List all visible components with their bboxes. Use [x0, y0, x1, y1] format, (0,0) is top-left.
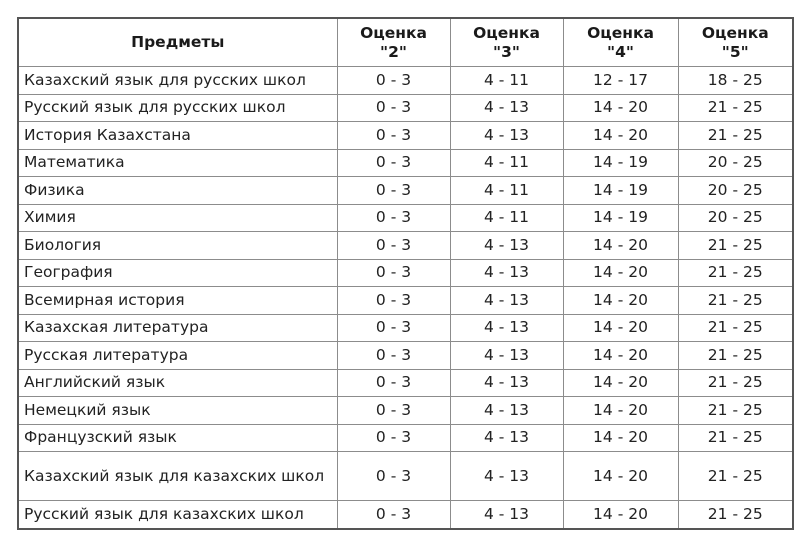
table-row: [18, 204, 793, 232]
grade-2-cell: 0 - 3: [337, 369, 450, 397]
grade-5-cell: 21 - 25: [678, 122, 793, 150]
subject-cell: Русская литература: [18, 342, 337, 370]
table-row: [18, 501, 793, 529]
grade-2-cell: 0 - 3: [337, 342, 450, 370]
grade-3-cell: 4 - 13: [450, 501, 563, 529]
table-row: [18, 452, 793, 501]
grade-5-cell: 20 - 25: [678, 204, 793, 232]
subject-cell: Всемирная история: [18, 287, 337, 315]
table-row: [18, 397, 793, 425]
grade-4-cell: 14 - 20: [563, 94, 678, 122]
grade-2-cell: 0 - 3: [337, 177, 450, 205]
header-grade-5: [678, 18, 793, 67]
grade-3-cell: 4 - 13: [450, 424, 563, 452]
grade-3-cell: 4 - 11: [450, 67, 563, 95]
grade-5-cell: 21 - 25: [678, 287, 793, 315]
header-row: [18, 18, 793, 67]
grade-3-cell: 4 - 13: [450, 397, 563, 425]
header-grade-value: "2": [380, 42, 407, 61]
grade-4-cell: 14 - 20: [563, 369, 678, 397]
table-row: [18, 342, 793, 370]
grade-2-cell: 0 - 3: [337, 452, 450, 501]
grade-2-cell: 0 - 3: [337, 94, 450, 122]
subject-cell: Физика: [18, 177, 337, 205]
subject-cell: Русский язык для казахских школ: [18, 501, 337, 529]
grade-4-cell: 14 - 19: [563, 204, 678, 232]
table-row: [18, 149, 793, 177]
grade-3-cell: 4 - 13: [450, 259, 563, 287]
grade-5-cell: 21 - 25: [678, 342, 793, 370]
header-label: Оценка: [587, 23, 654, 42]
header-label: Оценка: [701, 23, 769, 42]
grade-2-cell: 0 - 3: [337, 67, 450, 95]
header-grade-2: [337, 18, 450, 67]
subject-cell: Французский язык: [18, 424, 337, 452]
grade-3-cell: 4 - 11: [450, 149, 563, 177]
grade-3-cell: 4 - 11: [450, 204, 563, 232]
grade-4-cell: 12 - 17: [563, 67, 678, 95]
grade-5-cell: 21 - 25: [678, 501, 793, 529]
grade-4-cell: 14 - 20: [563, 122, 678, 150]
subject-cell: История Казахстана: [18, 122, 337, 150]
grade-2-cell: 0 - 3: [337, 122, 450, 150]
grade-3-cell: 4 - 11: [450, 177, 563, 205]
subject-cell: Казахская литература: [18, 314, 337, 342]
grade-3-cell: 4 - 13: [450, 314, 563, 342]
table-row: [18, 94, 793, 122]
grade-3-cell: 4 - 13: [450, 369, 563, 397]
grade-4-cell: 14 - 20: [563, 232, 678, 260]
header-subjects: [18, 18, 337, 67]
grading-table-container: [17, 17, 794, 530]
grade-5-cell: 21 - 25: [678, 369, 793, 397]
grade-5-cell: 21 - 25: [678, 232, 793, 260]
subject-cell: Казахский язык для русских школ: [18, 67, 337, 95]
grade-2-cell: 0 - 3: [337, 149, 450, 177]
grade-3-cell: 4 - 13: [450, 122, 563, 150]
grade-5-cell: 20 - 25: [678, 177, 793, 205]
table-row: [18, 369, 793, 397]
grade-2-cell: 0 - 3: [337, 314, 450, 342]
grade-5-cell: 21 - 25: [678, 424, 793, 452]
table-row: [18, 259, 793, 287]
grade-4-cell: 14 - 20: [563, 501, 678, 529]
grade-3-cell: 4 - 13: [450, 232, 563, 260]
table-row: [18, 177, 793, 205]
grade-3-cell: 4 - 13: [450, 287, 563, 315]
grade-4-cell: 14 - 19: [563, 177, 678, 205]
grade-2-cell: 0 - 3: [337, 287, 450, 315]
grade-4-cell: 14 - 20: [563, 424, 678, 452]
subject-cell: Биология: [18, 232, 337, 260]
header-grade-4: [563, 18, 678, 67]
table-header: [18, 18, 793, 67]
grade-5-cell: 21 - 25: [678, 259, 793, 287]
grade-2-cell: 0 - 3: [337, 397, 450, 425]
grade-3-cell: 4 - 13: [450, 452, 563, 501]
subject-cell: Химия: [18, 204, 337, 232]
table-row: [18, 287, 793, 315]
subject-cell: Казахский язык для казахских школ: [18, 452, 337, 501]
table-row: [18, 67, 793, 95]
header-subjects-label: Предметы: [131, 33, 225, 51]
grade-4-cell: 14 - 20: [563, 452, 678, 501]
header-label: Оценка: [473, 23, 540, 42]
grade-5-cell: 21 - 25: [678, 314, 793, 342]
table-row: [18, 232, 793, 260]
header-label: Оценка: [360, 23, 427, 42]
grading-table: [17, 17, 794, 530]
table-body: [18, 67, 793, 529]
grade-2-cell: 0 - 3: [337, 259, 450, 287]
subject-cell: География: [18, 259, 337, 287]
table-row: [18, 424, 793, 452]
grade-3-cell: 4 - 13: [450, 94, 563, 122]
subject-cell: Английский язык: [18, 369, 337, 397]
subject-cell: Математика: [18, 149, 337, 177]
header-grade-3: [450, 18, 563, 67]
grade-4-cell: 14 - 19: [563, 149, 678, 177]
grade-2-cell: 0 - 3: [337, 501, 450, 529]
header-grade-value: "4": [607, 42, 634, 61]
grade-4-cell: 14 - 20: [563, 342, 678, 370]
grade-5-cell: 21 - 25: [678, 94, 793, 122]
grade-4-cell: 14 - 20: [563, 287, 678, 315]
header-grade-value: "3": [493, 42, 520, 61]
subject-cell: Русский язык для русских школ: [18, 94, 337, 122]
grade-5-cell: 21 - 25: [678, 452, 793, 501]
grade-3-cell: 4 - 13: [450, 342, 563, 370]
grade-4-cell: 14 - 20: [563, 397, 678, 425]
grade-4-cell: 14 - 20: [563, 259, 678, 287]
subject-cell: Немецкий язык: [18, 397, 337, 425]
grade-2-cell: 0 - 3: [337, 424, 450, 452]
grade-5-cell: 18 - 25: [678, 67, 793, 95]
grade-5-cell: 21 - 25: [678, 397, 793, 425]
table-row: [18, 122, 793, 150]
grade-2-cell: 0 - 3: [337, 204, 450, 232]
grade-5-cell: 20 - 25: [678, 149, 793, 177]
grade-2-cell: 0 - 3: [337, 232, 450, 260]
header-grade-value: "5": [721, 42, 749, 61]
grade-4-cell: 14 - 20: [563, 314, 678, 342]
table-row: [18, 314, 793, 342]
